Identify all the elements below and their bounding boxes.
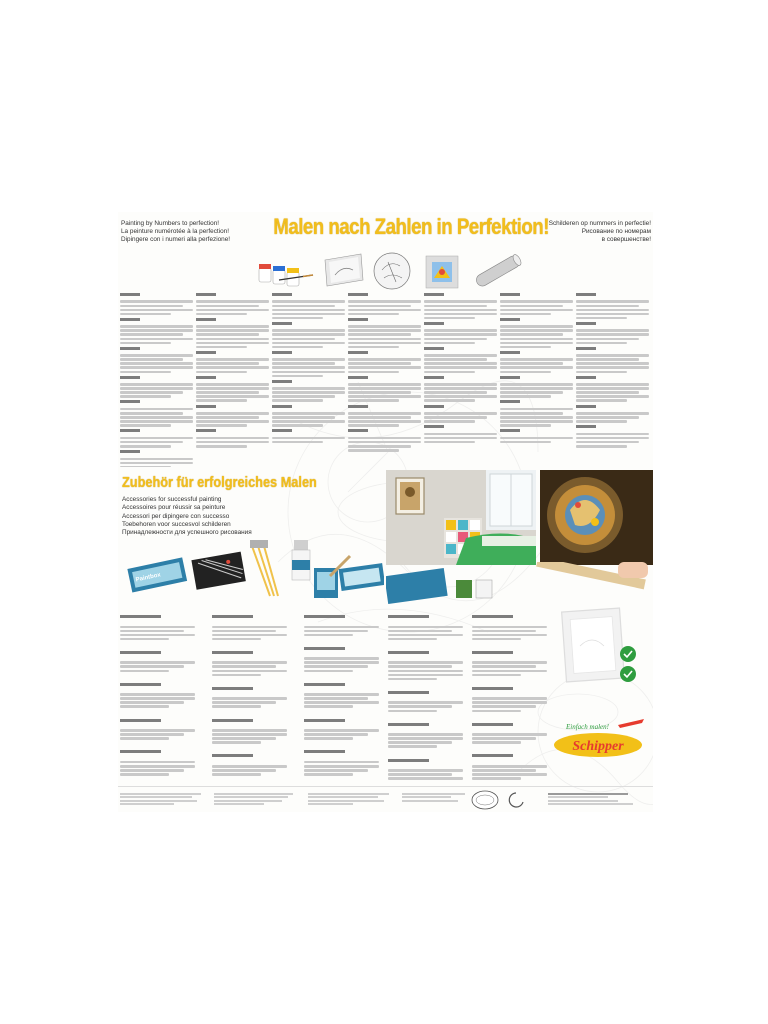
eco-icon <box>506 791 526 809</box>
accessories-subtitle: Accessori per dipingere con successo <box>122 512 230 520</box>
header-translations-right <box>521 220 651 244</box>
header-line: La peinture numérotée à la perfection! <box>121 228 230 235</box>
accessory-column <box>212 606 287 781</box>
accessory-column <box>304 606 379 781</box>
instructions-column-ru <box>500 292 573 467</box>
canvas-panel-illustration <box>321 250 367 292</box>
brand-logo <box>548 717 648 762</box>
instructions-column-extra <box>576 292 649 467</box>
approval-seal-icon <box>470 789 500 811</box>
accessories-subtitle: Toebehoren voor succesvol schilderen <box>122 520 231 528</box>
footer-warnings <box>120 791 210 811</box>
instructions-column-en <box>196 292 269 467</box>
paint-pots-illustration <box>255 250 315 292</box>
instructions-column-it <box>348 292 421 467</box>
artwork-photo <box>540 470 653 565</box>
svg-text:Paintbox: Paintbox <box>135 572 162 584</box>
accessories-title: Zubehör für erfolgreiches Malen <box>122 474 317 491</box>
header-line: Painting by Numbers to perfection! <box>121 220 220 227</box>
accessories-subtitle: Принадлежности для успешного рисования <box>122 529 252 537</box>
header-translations-left <box>121 220 251 244</box>
accessory-column <box>472 606 547 781</box>
frame-image <box>546 606 650 706</box>
header-line: Рисование по номерам <box>581 228 651 235</box>
instructions-column-fr <box>272 292 345 467</box>
instruction-sheet <box>118 212 653 812</box>
footer-warnings <box>402 791 472 811</box>
header-line: в совершенстве! <box>601 236 651 243</box>
footer-address <box>548 791 648 811</box>
footer-warnings <box>308 791 398 811</box>
brand-tagline: Einfach malen! <box>566 723 609 731</box>
header-line: Schilderen op nummers in perfectie! <box>548 220 651 227</box>
outline-template-illustration <box>370 250 414 292</box>
frame-products <box>386 562 653 606</box>
instructions-section <box>118 292 653 472</box>
accessory-column <box>120 606 195 781</box>
rolled-canvas-illustration <box>470 250 526 292</box>
accessories-subtitles <box>122 496 322 538</box>
page-title: Malen nach Zahlen in Perfektion! <box>273 214 549 239</box>
instructions-column-de <box>120 292 193 467</box>
accessory-column <box>388 606 463 781</box>
header-line: Dipingere con i numeri alla perfezione! <box>121 236 231 243</box>
accessories-products <box>122 538 384 606</box>
room-photo <box>386 470 536 565</box>
brand-name: Schipper <box>572 739 624 754</box>
footer <box>118 786 653 812</box>
footer-warnings <box>214 791 304 811</box>
accessories-subtitle: Accessoires pour réussir sa peinture <box>122 504 226 512</box>
instructions-column-nl <box>424 292 497 467</box>
accessories-subtitle: Accessories for successful painting <box>122 496 222 503</box>
control-template-illustration <box>418 250 468 292</box>
